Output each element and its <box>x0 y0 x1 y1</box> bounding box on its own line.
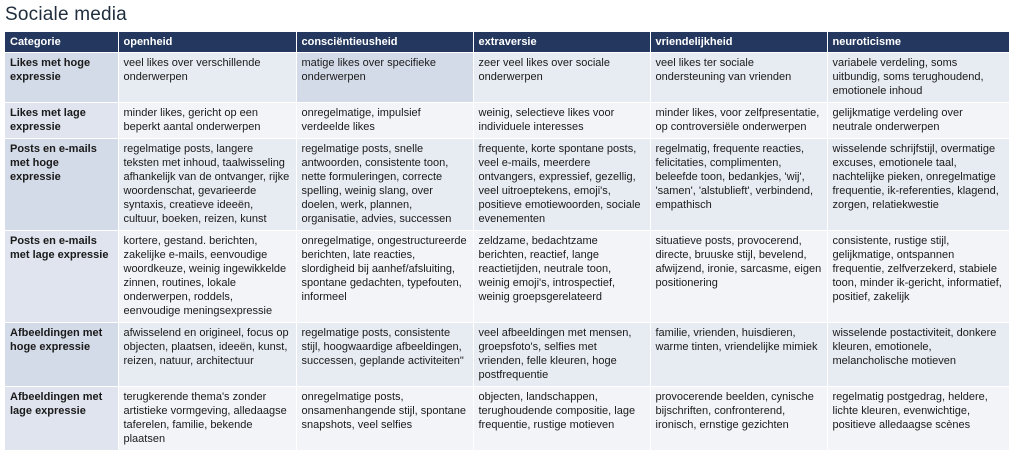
page-title: Sociale media <box>5 4 127 26</box>
table-cell: kortere, gestand. berichten, zakelijke e-mails, eenvoudige woordkeuze, weinig ingewikkelde zinnen, routines, lokale onderwerpen, roddels, eenvoudige meningsexpressie <box>118 231 296 323</box>
table-cell: afwisselend en origineel, focus op objecten, plaatsen, ideeën, kunst, reizen, natuur, architectuur <box>118 323 296 387</box>
table-cell: onregelmatige, ongestructureerde berichten, late reacties, slordigheid bij aanhef/afsluiting, spontane gedachten, typefouten, informeel <box>296 231 473 323</box>
personality-table <box>5 32 1010 450</box>
table-row <box>5 139 1009 231</box>
row-category: Posts en e-mails met hoge expressie <box>5 139 118 231</box>
table-cell: frequente, korte spontane posts, veel e-mails, meerdere ontvangers, expressief, gezellig, veel uitroeptekens, emoji's, positieve emotiewoorden, sociale evenementen <box>473 139 650 231</box>
table-cell: matige likes over specifieke onderwerpen <box>296 53 473 103</box>
header-categorie: Categorie <box>5 32 118 53</box>
table-row <box>5 231 1009 323</box>
table-cell: minder likes, voor zelfpresentatie, op controversiële onderwerpen <box>650 103 827 139</box>
table-row <box>5 103 1009 139</box>
table-cell: familie, vrienden, huisdieren, warme tinten, vriendelijke mimiek <box>650 323 827 387</box>
table-cell: terugkerende thema's zonder artistieke vormgeving, alledaagse taferelen, familie, bekende plaatsen <box>118 387 296 450</box>
row-category: Likes met lage expressie <box>5 103 118 139</box>
table-cell: regelmatig postgedrag, heldere, lichte kleuren, evenwichtige, positieve alledaagse scènes <box>827 387 1009 450</box>
table-cell: gelijkmatige verdeling over neutrale onderwerpen <box>827 103 1009 139</box>
table-cell: veel likes over verschillende onderwerpen <box>118 53 296 103</box>
table-cell: regelmatig, frequente reacties, felicitaties, complimenten, beleefde toon, bedankjes, 'wij', 'samen', 'alstublieft', verbindend, empathisch <box>650 139 827 231</box>
table-header-row <box>5 32 1009 53</box>
table-cell: regelmatige posts, snelle antwoorden, consistente toon, nette formuleringen, correcte spelling, weinig slang, over doelen, werk, plannen, organisatie, advies, successen <box>296 139 473 231</box>
table-cell: regelmatige posts, langere teksten met inhoud, taalwisseling afhankelijk van de ontvanger, rijke woordenschat, gevarieerde syntaxis, creatieve ideeën, cultuur, boeken, reizen, kunst <box>118 139 296 231</box>
row-category: Posts en e-mails met lage expressie <box>5 231 118 323</box>
header-extraversie: extraversie <box>473 32 650 53</box>
table-row <box>5 387 1009 450</box>
header-vriendelijkheid: vriendelijkheid <box>650 32 827 53</box>
table-row <box>5 53 1009 103</box>
table-cell: zeer veel likes over sociale onderwerpen <box>473 53 650 103</box>
header-consciëntieusheid: consciëntieusheid <box>296 32 473 53</box>
table-cell: veel likes ter sociale ondersteuning van vrienden <box>650 53 827 103</box>
table-cell: wisselende postactiviteit, donkere kleuren, emotionele, melancholische motieven <box>827 323 1009 387</box>
table-cell: onregelmatige, impulsief verdeelde likes <box>296 103 473 139</box>
table-cell: veel afbeeldingen met mensen, groepsfoto's, selfies met vrienden, felle kleuren, hoge postfrequentie <box>473 323 650 387</box>
table-cell: provocerende beelden, cynische bijschriften, confronterend, ironisch, ernstige gezichten <box>650 387 827 450</box>
row-category: Likes met hoge expressie <box>5 53 118 103</box>
table-cell: minder likes, gericht op een beperkt aantal onderwerpen <box>118 103 296 139</box>
table-cell: wisselende schrijfstijl, overmatige excuses, emotionele taal, nachtelijke pieken, onregelmatige frequentie, ik-referenties, klagend, zorgen, relatiekwestie <box>827 139 1009 231</box>
table-cell: variabele verdeling, soms uitbundig, soms terughoudend, emotionele inhoud <box>827 53 1009 103</box>
header-neuroticisme: neuroticisme <box>827 32 1009 53</box>
table-cell: zeldzame, bedachtzame berichten, reactief, lange reactietijden, neutrale toon, weinig emoji's, introspectief, weinig groepsgerelateerd <box>473 231 650 323</box>
table-cell: weinig, selectieve likes voor individuele interesses <box>473 103 650 139</box>
table-cell: regelmatige posts, consistente stijl, hoogwaardige afbeeldingen, successen, geplande activiteiten" <box>296 323 473 387</box>
row-category: Afbeeldingen met lage expressie <box>5 387 118 450</box>
table-row <box>5 323 1009 387</box>
header-openheid: openheid <box>118 32 296 53</box>
table-cell: situatieve posts, provocerend, directe, bruuske stijl, bevelend, afwijzend, ironie, sarcasme, eigen positionering <box>650 231 827 323</box>
table-cell: objecten, landschappen, terughoudende compositie, lage frequentie, rustige motieven <box>473 387 650 450</box>
table-cell: onregelmatige posts, onsamenhangende stijl, spontane snapshots, veel selfies <box>296 387 473 450</box>
table-cell: consistente, rustige stijl, gelijkmatige, ontspannen frequentie, zelfverzekerd, stabiele toon, minder ik-gericht, informatief, positief, zakelijk <box>827 231 1009 323</box>
row-category: Afbeeldingen met hoge expressie <box>5 323 118 387</box>
